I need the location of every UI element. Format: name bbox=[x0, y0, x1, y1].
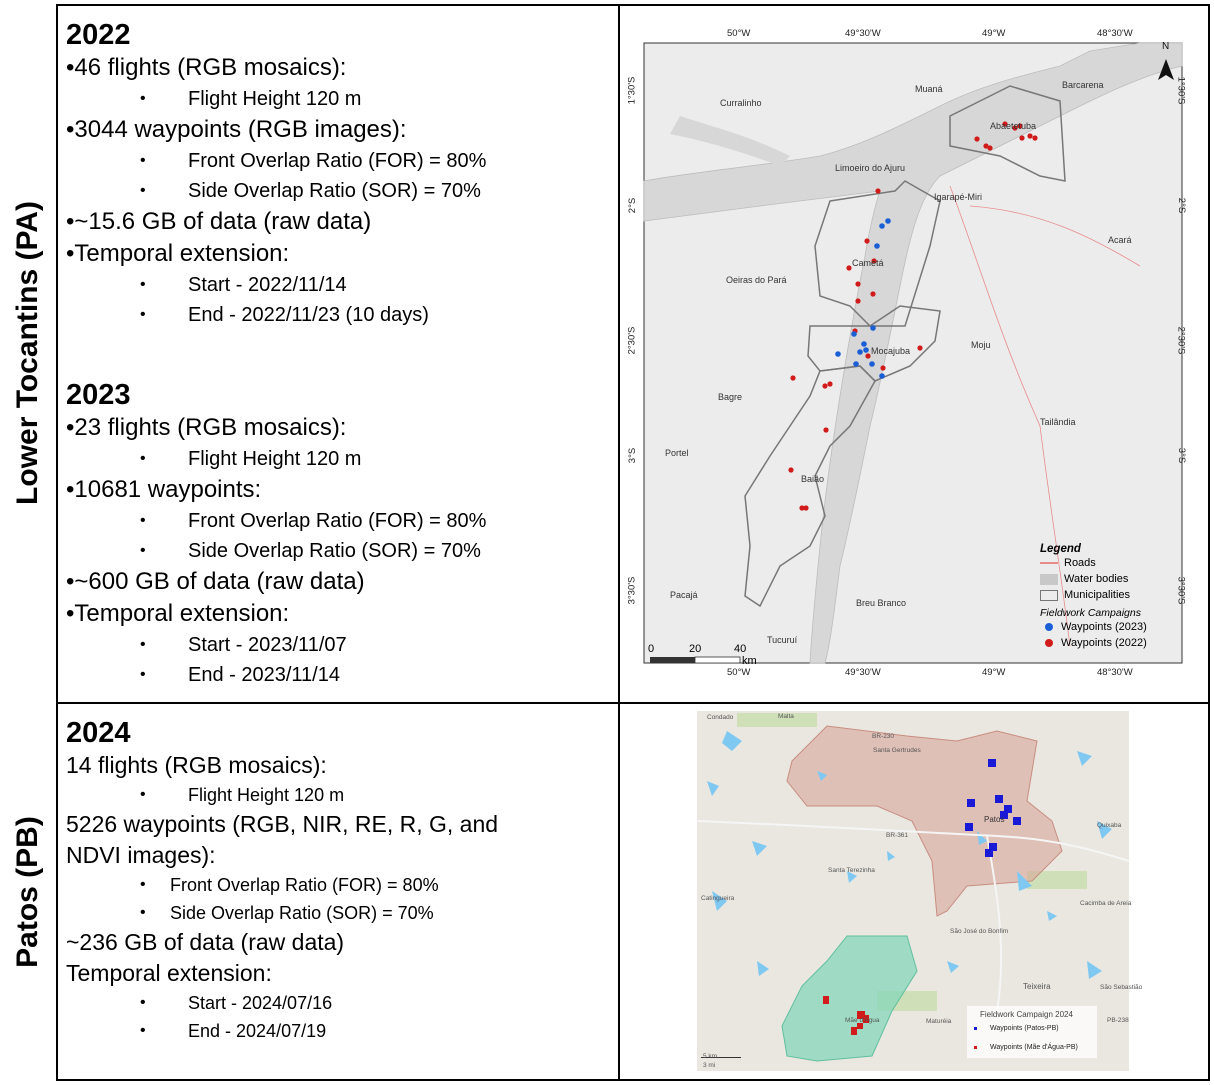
bullet-icon: • bbox=[140, 90, 146, 107]
row-label-lower-tocantins: Lower Tocantins (PA) bbox=[11, 201, 44, 505]
bullet-icon: • bbox=[140, 1022, 146, 1039]
bullet-icon: • bbox=[140, 666, 146, 683]
table-border-left bbox=[56, 4, 58, 1081]
temporal-line: •Temporal extension: bbox=[66, 600, 290, 627]
campaign-2023 bbox=[66, 378, 486, 690]
bullet-icon: • bbox=[140, 904, 146, 921]
start-item: • Start - 2024/07/16 bbox=[66, 989, 498, 1017]
place-label: Santa Gertrudes bbox=[873, 747, 921, 754]
temporal-line: Temporal extension: bbox=[66, 960, 272, 986]
top-coord: 48°30'W bbox=[1097, 28, 1133, 39]
waypoints-line: •3044 waypoints (RGB images): bbox=[66, 116, 407, 143]
end-item: • End - 2023/11/14 bbox=[66, 660, 486, 690]
place-label: Mocajuba bbox=[871, 346, 911, 356]
end-item: • End - 2024/07/19 bbox=[66, 1017, 498, 1045]
flight-height-item: • Flight Height 120 m bbox=[66, 444, 486, 474]
patos-legend-title: Fieldwork Campaign 2024 bbox=[980, 1010, 1073, 1019]
place-label: Tailândia bbox=[1040, 417, 1076, 427]
north-label: N bbox=[1162, 41, 1170, 52]
place-label: Muaná bbox=[915, 84, 943, 94]
municipality-swatch-icon bbox=[1040, 590, 1058, 601]
legend-wp-2022: Waypoints (2022) bbox=[1040, 635, 1180, 651]
bullet-icon: • bbox=[140, 786, 146, 803]
scale-tick: 20 bbox=[689, 643, 702, 655]
bullet-icon: • bbox=[140, 152, 146, 169]
bullet-icon: • bbox=[140, 512, 146, 529]
for-item: • Front Overlap Ratio (FOR) = 80% bbox=[66, 506, 486, 536]
place-label: Tucuruí bbox=[767, 635, 798, 645]
data-size-line: ~236 GB of data (raw data) bbox=[66, 929, 345, 955]
sor-item: • Side Overlap Ratio (SOR) = 70% bbox=[66, 536, 486, 566]
end-item: • End - 2022/11/23 (10 days) bbox=[66, 300, 486, 330]
point-icon bbox=[1045, 623, 1053, 631]
flights-line: 14 flights (RGB mosaics): bbox=[66, 752, 327, 778]
left-coord: 3°S bbox=[627, 447, 639, 464]
year-heading: 2023 bbox=[66, 379, 131, 411]
bullet-icon: • bbox=[140, 542, 146, 559]
place-label: Oeiras do Pará bbox=[726, 275, 787, 285]
row-label-patos: Patos (PB) bbox=[11, 816, 44, 968]
year-heading: 2022 bbox=[66, 19, 131, 51]
temporal-line: •Temporal extension: bbox=[66, 240, 290, 267]
bullet-icon: • bbox=[140, 994, 146, 1011]
flights-line: •23 flights (RGB mosaics): bbox=[66, 414, 347, 441]
legend-roads: Roads bbox=[1040, 555, 1180, 571]
flights-line: •46 flights (RGB mosaics): bbox=[66, 54, 347, 81]
legend-wp-2023: Waypoints (2023) bbox=[1040, 619, 1180, 635]
bottom-coord: 49°30'W bbox=[845, 667, 881, 678]
place-label: Bagre bbox=[718, 392, 743, 402]
year-heading: 2024 bbox=[66, 717, 131, 749]
legend-title: Legend bbox=[1040, 543, 1081, 555]
table-border-bottom bbox=[56, 1079, 1210, 1081]
for-item: • Front Overlap Ratio (FOR) = 80% bbox=[66, 871, 498, 899]
place-label: Cametá bbox=[852, 258, 884, 268]
top-coord: 49°30'W bbox=[845, 28, 881, 39]
place-label: Acará bbox=[1108, 235, 1132, 245]
place-label: Breu Branco bbox=[856, 598, 907, 608]
bullet-icon: • bbox=[140, 450, 146, 467]
scale-unit: km bbox=[742, 655, 757, 667]
water-swatch-icon bbox=[1040, 574, 1058, 585]
place-label: Malta bbox=[778, 713, 794, 720]
table-border-middle bbox=[56, 702, 1210, 704]
sor-item: • Side Overlap Ratio (SOR) = 70% bbox=[66, 899, 498, 927]
place-label: Quixaba bbox=[1097, 822, 1122, 829]
left-coord: 3°30'S bbox=[626, 576, 638, 605]
place-label: São José do Bonfim bbox=[950, 928, 1009, 935]
place-label: Portel bbox=[665, 448, 689, 458]
place-label: Limoeiro do Ajuru bbox=[835, 163, 906, 173]
start-item: • Start - 2022/11/14 bbox=[66, 270, 486, 300]
place-label: São Sebastião bbox=[1100, 984, 1143, 991]
place-label: Moju bbox=[971, 340, 991, 350]
right-coord: 3°30'S bbox=[1175, 576, 1187, 605]
place-label: BR-361 bbox=[886, 832, 909, 839]
flight-height-item: • Flight Height 120 m bbox=[66, 781, 498, 809]
right-coord: 3°S bbox=[1176, 447, 1188, 464]
scale-label: 5 km bbox=[703, 1053, 718, 1060]
waypoints-line-1: 5226 waypoints (RGB, NIR, RE, R, G, and bbox=[66, 811, 499, 837]
right-coord: 1°30'S bbox=[1175, 76, 1187, 105]
start-item: • Start - 2023/11/07 bbox=[66, 630, 486, 660]
bottom-coord: 48°30'W bbox=[1097, 667, 1133, 678]
map-legend bbox=[1040, 543, 1180, 651]
right-coord: 2°S bbox=[1176, 197, 1188, 214]
for-item: • Front Overlap Ratio (FOR) = 80% bbox=[66, 146, 486, 176]
road-swatch-icon bbox=[1040, 562, 1058, 564]
patos-legend-item: Waypoints (Mãe d'Água-PB) bbox=[990, 1044, 1078, 1051]
place-label: Santa Terezinha bbox=[828, 867, 875, 874]
place-label: BR-230 bbox=[872, 733, 895, 740]
waypoints-line: •10681 waypoints: bbox=[66, 476, 262, 503]
bottom-coord: 50°W bbox=[727, 667, 751, 678]
place-label: Baião bbox=[801, 474, 825, 484]
flight-height-item: • Flight Height 120 m bbox=[66, 84, 486, 114]
top-coord: 50°W bbox=[727, 28, 751, 39]
patos-legend-item: Waypoints (Patos-PB) bbox=[990, 1025, 1059, 1032]
sor-item: • Side Overlap Ratio (SOR) = 70% bbox=[66, 176, 486, 206]
scale-tick: 40 bbox=[734, 643, 747, 655]
legend-municipalities: Municipalities bbox=[1040, 587, 1180, 603]
left-coord: 2°30'S bbox=[626, 326, 638, 355]
place-label: Patos bbox=[984, 815, 1005, 824]
waypoints-line-2: NDVI images): bbox=[66, 842, 216, 868]
place-label: Igarapé-Miri bbox=[934, 192, 983, 202]
campaign-2022 bbox=[66, 18, 486, 330]
campaign-2024 bbox=[66, 716, 498, 1045]
point-icon bbox=[1045, 639, 1053, 647]
place-label: Abaetetuba bbox=[990, 121, 1037, 131]
left-coord: 1°30'S bbox=[626, 76, 638, 105]
bottom-coord: 49°W bbox=[982, 667, 1006, 678]
place-label: Barcarena bbox=[1062, 80, 1104, 90]
data-size-line: •~15.6 GB of data (raw data) bbox=[66, 208, 372, 235]
scale-label: 3 mi bbox=[703, 1062, 716, 1069]
place-label: Teixeira bbox=[1023, 982, 1051, 991]
place-label: Maturéia bbox=[926, 1018, 952, 1025]
right-coord: 2°30'S bbox=[1175, 326, 1187, 355]
scale-tick: 0 bbox=[648, 643, 655, 655]
place-label: Pacajá bbox=[670, 590, 698, 600]
bullet-icon: • bbox=[140, 636, 146, 653]
left-coord: 2°S bbox=[627, 197, 639, 214]
place-label: Catingueira bbox=[701, 895, 735, 902]
bullet-icon: • bbox=[140, 306, 146, 323]
bullet-icon: • bbox=[140, 876, 146, 893]
bullet-icon: • bbox=[140, 276, 146, 293]
data-size-line: •~600 GB of data (raw data) bbox=[66, 568, 365, 595]
table-border-right bbox=[1208, 4, 1210, 1081]
legend-campaigns-title: Fieldwork Campaigns bbox=[1040, 607, 1141, 619]
place-label: Mãe d'Água bbox=[845, 1017, 880, 1024]
place-label: Cacimba de Areia bbox=[1080, 900, 1132, 907]
top-coord: 49°W bbox=[982, 28, 1006, 39]
place-label: PB-238 bbox=[1107, 1017, 1129, 1024]
bullet-icon: • bbox=[140, 182, 146, 199]
place-label: Condado bbox=[707, 714, 734, 721]
place-label: Curralinho bbox=[720, 98, 762, 108]
legend-water: Water bodies bbox=[1040, 571, 1180, 587]
